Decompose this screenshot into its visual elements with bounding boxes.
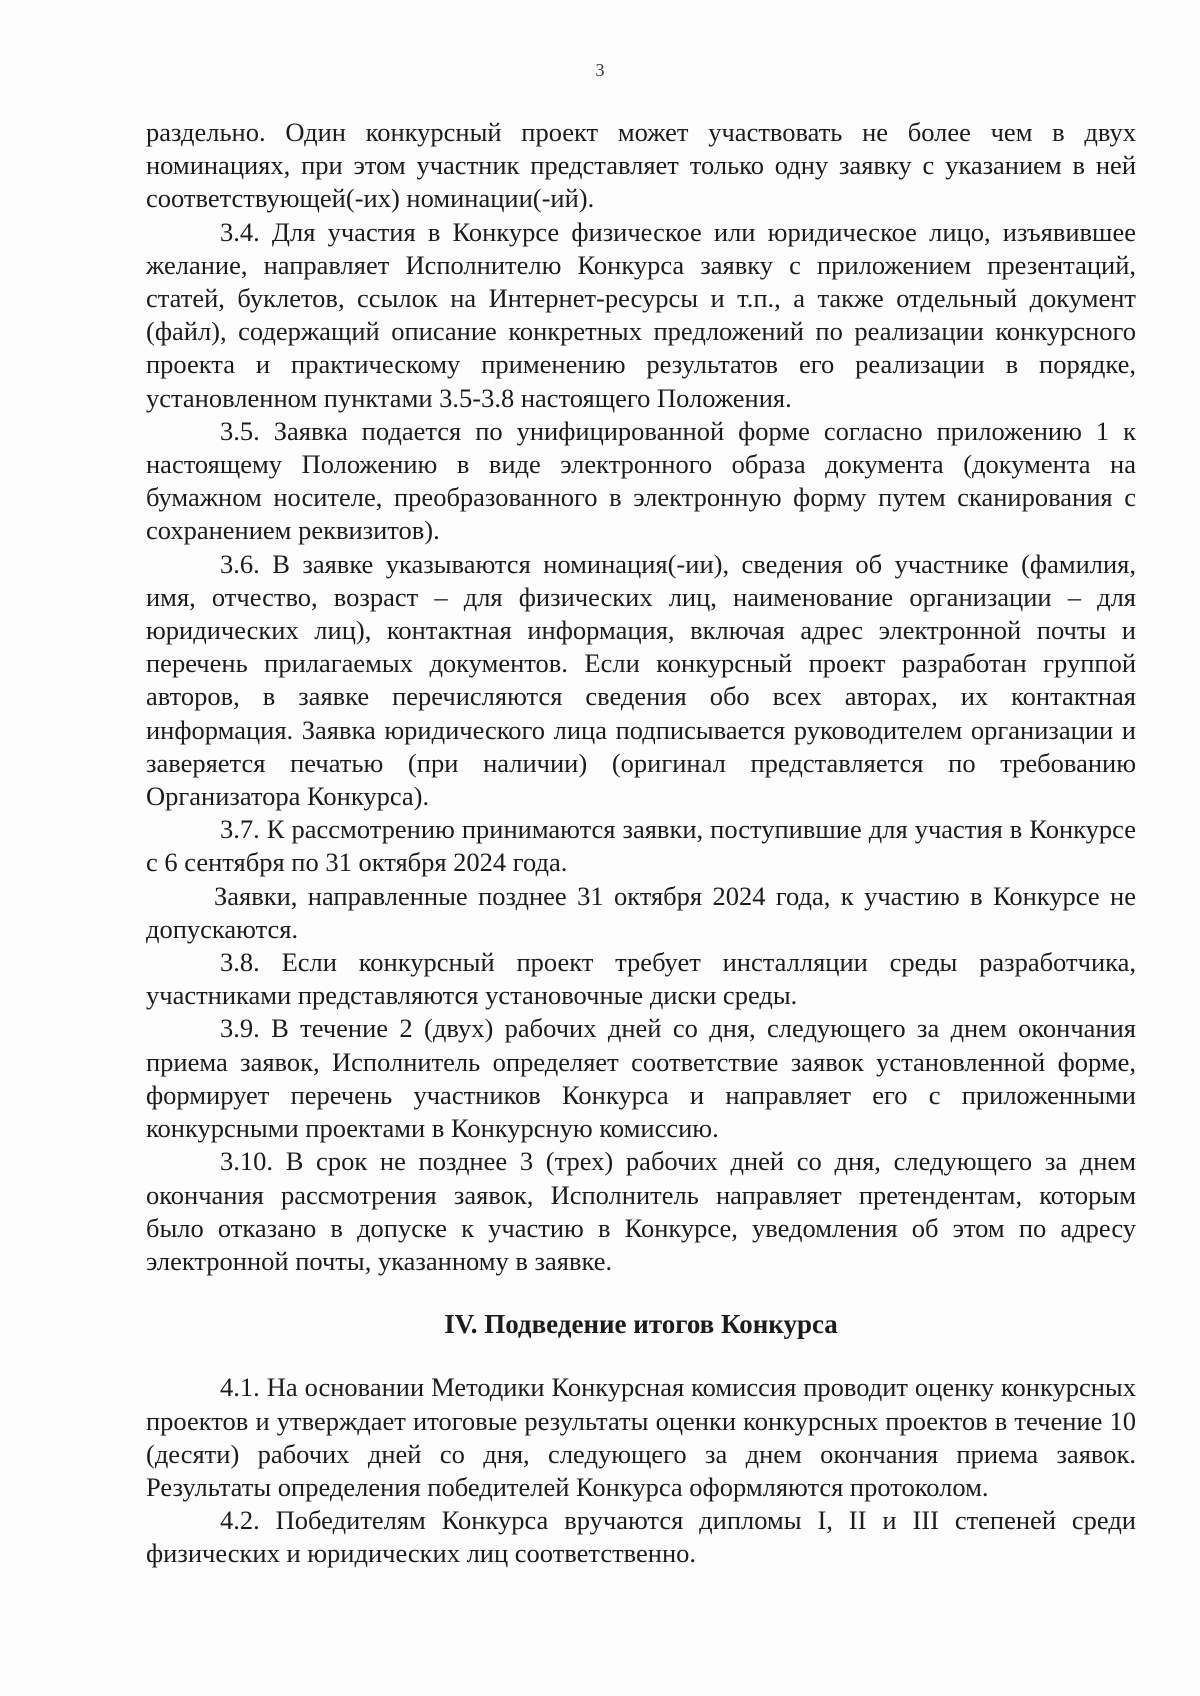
- paragraph-3-6: 3.6. В заявке указываются номинация(-ии), сведения об участнике (фамилия, имя, отчество, возраст – для физических лиц, наименование организации – для юридических лиц), контактная информация, включая адрес электронной почты и перечень прилагаемых документов. Если конкурсный проект разработан группой авторов, в заявке перечисляются сведения обо всех авторах, их контактная информация. Заявка юридического лица подписывается руководителем организации и заверяется печатью (при наличии) (оригинал представляется по требованию Организатора Конкурса).: [146, 548, 1136, 812]
- paragraph-4-1: 4.1. На основании Методики Конкурсная комиссия проводит оценку конкурсных проектов и утверждает итоговые результаты оценки конкурсных проектов в течение 10 (десяти) рабочих дней со дня, следующего за днем окончания приема заявок. Результаты определения победителей Конкурса оформляются протоколом.: [146, 1372, 1136, 1502]
- page-number: 3: [595, 60, 605, 80]
- paragraph-3-9: 3.9. В течение 2 (двух) рабочих дней со дня, следующего за днем окончания приема заявок, Исполнитель определяет соответствие заявок установленной форме, формирует перечень участников Конкурса и направляет его с приложенными конкурсными проектами в Конкурсную комиссию.: [146, 1013, 1136, 1144]
- document-body: [146, 116, 1136, 1571]
- paragraph-3-7: 3.7. К рассмотрению принимаются заявки, поступившие для участия в Конкурсе с 6 сентября по 31 октября 2024 года.: [146, 814, 1136, 878]
- paragraph-continuation: раздельно. Один конкурсный проект может участвовать не более чем в двух номинациях, при этом участник представляет только одну заявку с указанием в ней соответствующей(-их) номинации(-ий).: [146, 117, 1136, 214]
- paragraph-3-8: 3.8. Если конкурсный проект требует инсталляции среды разработчика, участниками представляются установочные диски среды.: [146, 947, 1136, 1011]
- section-heading: IV. Подведение итогов Конкурса: [444, 1309, 838, 1340]
- paragraph-4-2: 4.2. Победителям Конкурса вручаются дипломы I, II и III степеней среди физических и юридических лиц соответственно.: [146, 1505, 1136, 1569]
- paragraph-3-10: 3.10. В срок не позднее 3 (трех) рабочих дней со дня, следующего за днем окончания рассмотрения заявок, Исполнитель направляет претендентам, которым было отказано в допуске к участию в Конкурсе, уведомления об этом по адресу электронной почты, указанному в заявке.: [146, 1146, 1136, 1276]
- paragraph-3-5: 3.5. Заявка подается по унифицированной форме согласно приложению 1 к настоящему Положению в виде электронного образа документа (документа на бумажном носителе, преобразованного в электронную форму путем сканирования с сохранением реквизитов).: [146, 415, 1136, 546]
- paragraph-3-7-note: Заявки, направленные позднее 31 октября 2024 года, к участию в Конкурсе не допускаются.: [146, 880, 1136, 944]
- paragraph-3-4: 3.4. Для участия в Конкурсе физическое или юридическое лицо, изъявившее желание, направляет Исполнителю Конкурса заявку с приложением презентаций, статей, буклетов, ссылок на Интернет-ресурсы и т.п., а также отдельный документ (файл), содержащий описание конкретных предложений по реализации конкурсного проекта и практическому применению результатов его реализации в порядке, установленном пунктами 3.5-3.8 настоящего Положения.: [146, 216, 1136, 413]
